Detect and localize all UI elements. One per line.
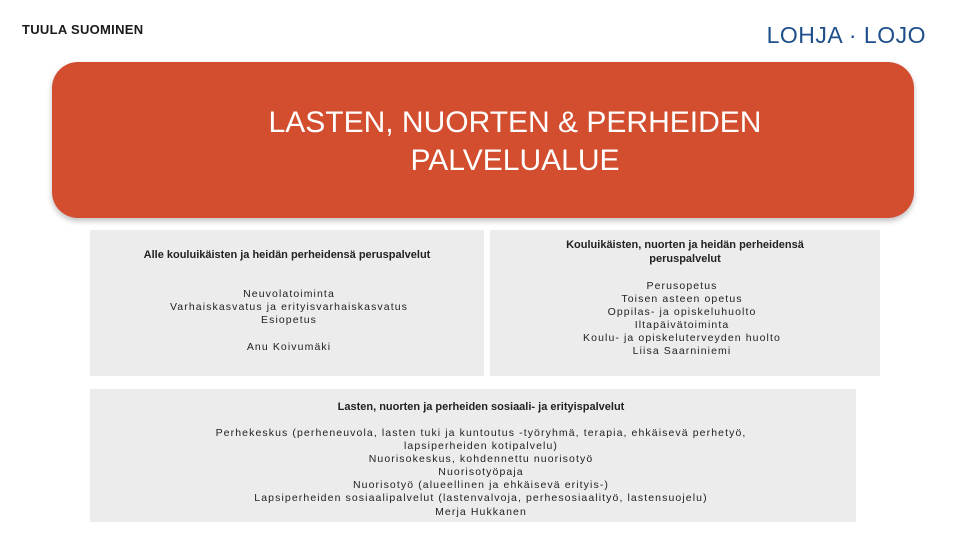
social-special-services-box — [90, 389, 856, 522]
box-heading: Alle kouluikäisten ja heidän perheidensä peruspalvelut — [143, 249, 431, 261]
list-item: Nuorisotyö (alueellinen ja ehkäisevä erityis-) — [352, 479, 610, 491]
box-heading-line-2: peruspalvelut — [649, 253, 721, 265]
box-heading-line-1: Kouluikäisten, nuorten ja heidän perheidensä — [566, 239, 804, 251]
list-item: Esiopetus — [260, 314, 317, 326]
lohja-lojo-logo: LOHJA · LOJO — [766, 22, 926, 48]
page-title — [0, 104, 960, 180]
list-item: Neuvolatoiminta — [243, 288, 335, 300]
service-list — [90, 427, 872, 505]
list-item: Oppilas- ja opiskeluhuolto — [607, 306, 757, 318]
service-list — [90, 288, 488, 327]
responsible-person: Anu Koivumäki — [246, 341, 332, 353]
service-list — [490, 280, 874, 345]
early-childhood-services-box — [90, 230, 484, 376]
list-item: Koulu- ja opiskeluterveyden huolto — [583, 332, 781, 344]
list-item: Perusopetus — [646, 280, 718, 292]
responsible-person: Liisa Saarniniemi — [632, 345, 732, 357]
list-item: Perhekeskus (perheneuvola, lasten tuki ja kuntoutus -työryhmä, terapia, ehkäisevä perhetyö, — [215, 427, 747, 439]
box-heading — [490, 238, 880, 266]
page-title-line-2: PALVELUALUE — [410, 144, 620, 177]
list-item: Iltapäivätoiminta — [634, 319, 730, 331]
list-item: Varhaiskasvatus ja erityisvarhaiskasvatus — [169, 301, 409, 313]
list-item: lapsiperheiden kotipalvelu) — [403, 440, 559, 452]
box-heading: Lasten, nuorten ja perheiden sosiaali- ja erityispalvelut — [337, 401, 625, 413]
school-age-services-box — [490, 230, 880, 376]
list-item: Nuorisokeskus, kohdennettu nuorisotyö — [368, 453, 594, 465]
page-title-line-1: LASTEN, NUORTEN & PERHEIDEN — [268, 106, 762, 139]
list-item: Toisen asteen opetus — [621, 293, 743, 305]
list-item: Lapsiperheiden sosiaalipalvelut (lastenvalvoja, perhesosiaalityö, lastensuojelu) — [254, 492, 708, 504]
responsible-person: Merja Hukkanen — [435, 506, 527, 518]
list-item: Nuorisotyöpaja — [438, 466, 524, 478]
author-name: TUULA SUOMINEN — [22, 22, 144, 37]
